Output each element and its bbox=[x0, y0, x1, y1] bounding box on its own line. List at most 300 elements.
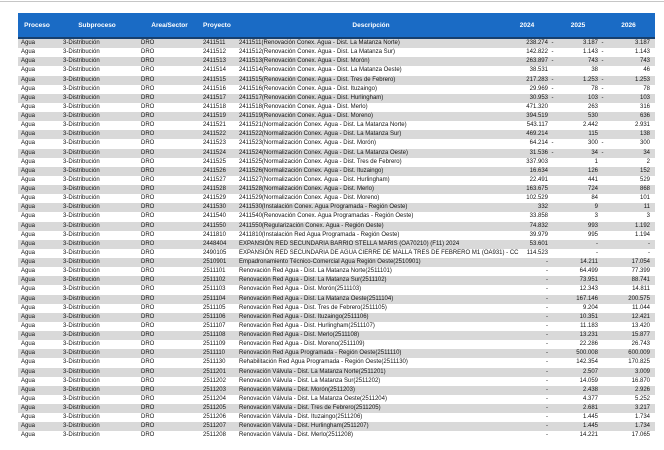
year-value: 26.743 bbox=[631, 341, 650, 348]
cell-proceso: Agua bbox=[21, 94, 36, 101]
year-value: - bbox=[546, 350, 548, 357]
cell-subproceso: 3-Distribución bbox=[63, 405, 100, 412]
cell-subproceso: 3-Distribución bbox=[63, 49, 100, 56]
year-value: - bbox=[546, 295, 548, 302]
cell-y2025 bbox=[557, 404, 607, 413]
year-value: 142.354 bbox=[576, 359, 598, 366]
cell-y2026 bbox=[607, 112, 655, 121]
table-row bbox=[18, 149, 655, 158]
year-value: 263.897 bbox=[526, 58, 548, 65]
cell-y2025 bbox=[557, 176, 607, 185]
year-value: 38.531 bbox=[529, 67, 548, 74]
cell-proyecto: 2411526 bbox=[203, 167, 226, 174]
year-value: 11 bbox=[643, 204, 650, 211]
table-body bbox=[18, 39, 655, 441]
cell-proceso: Agua bbox=[21, 76, 36, 83]
year-value: 115 bbox=[588, 131, 598, 138]
cell-subproceso: 3-Distribución bbox=[63, 122, 100, 129]
cell-area: DRO bbox=[141, 414, 155, 421]
cell-subproceso: 3-Distribución bbox=[63, 368, 100, 375]
year-value: 22.491 bbox=[529, 176, 548, 183]
trailing-minus-sign: - bbox=[601, 149, 604, 156]
cell-y2025 bbox=[557, 112, 607, 121]
cell-descripcion: 2411519(Renovación Conex. Agua - Dist. Moreno) bbox=[239, 113, 373, 120]
cell-proceso: Agua bbox=[21, 295, 36, 302]
cell-subproceso: 3-Distribución bbox=[63, 67, 100, 74]
column-header-proceso: Proceso bbox=[24, 21, 50, 29]
cell-y2026 bbox=[607, 358, 655, 367]
cell-subproceso: 3-Distribución bbox=[63, 277, 100, 284]
cell-proyecto: 2510901 bbox=[203, 259, 227, 266]
cell-y2025 bbox=[557, 48, 607, 57]
cell-proceso: Agua bbox=[21, 414, 36, 421]
cell-area: DRO bbox=[141, 259, 155, 266]
year-value: 4.377 bbox=[582, 395, 598, 402]
table-row bbox=[18, 404, 655, 413]
cell-area: DRO bbox=[141, 85, 155, 92]
cell-subproceso: 3-Distribución bbox=[63, 204, 100, 211]
table-row bbox=[18, 85, 655, 94]
cell-y2026 bbox=[607, 167, 655, 176]
cell-y2025 bbox=[557, 85, 607, 94]
cell-y2025 bbox=[557, 167, 607, 176]
table-row bbox=[18, 176, 655, 185]
table-row bbox=[18, 103, 655, 112]
table-row bbox=[18, 212, 655, 221]
cell-y2025 bbox=[557, 57, 607, 66]
column-header-descripcion: Descripción bbox=[352, 21, 390, 29]
cell-subproceso: 3-Distribución bbox=[63, 40, 100, 47]
year-value: 12.421 bbox=[631, 313, 650, 320]
year-value: 34 bbox=[591, 149, 598, 156]
year-value: 53.601 bbox=[529, 240, 548, 247]
cell-y2025 bbox=[557, 340, 607, 349]
cell-y2025 bbox=[557, 66, 607, 75]
cell-area: DRO bbox=[141, 295, 155, 302]
cell-y2024 bbox=[505, 94, 557, 103]
year-value: 13.231 bbox=[579, 332, 598, 339]
cell-subproceso: 3-Distribución bbox=[63, 195, 100, 202]
cell-proceso: Agua bbox=[21, 322, 36, 329]
cell-proyecto: 2511109 bbox=[203, 341, 226, 348]
cell-area: DRO bbox=[141, 122, 155, 129]
cell-y2025 bbox=[557, 76, 607, 85]
table-row bbox=[18, 94, 655, 103]
cell-y2025 bbox=[557, 94, 607, 103]
cell-area: DRO bbox=[141, 322, 155, 329]
cell-area: DRO bbox=[141, 186, 155, 193]
cell-y2026 bbox=[607, 295, 655, 304]
year-value: 2.926 bbox=[634, 386, 650, 393]
table-row bbox=[18, 222, 655, 231]
year-value: 101 bbox=[639, 195, 650, 202]
year-value: 2.931 bbox=[634, 122, 650, 129]
cell-y2024 bbox=[505, 66, 557, 75]
cell-y2025 bbox=[557, 194, 607, 203]
year-value: 14.059 bbox=[579, 377, 598, 384]
cell-y2025 bbox=[557, 368, 607, 377]
cell-y2024 bbox=[505, 194, 557, 203]
cell-y2025 bbox=[557, 139, 607, 148]
cell-subproceso: 3-Distribución bbox=[63, 350, 100, 357]
year-value: 5.252 bbox=[634, 395, 650, 402]
year-value: 3.217 bbox=[634, 405, 650, 412]
year-value: - bbox=[546, 405, 548, 412]
year-value: - bbox=[596, 249, 598, 256]
cell-subproceso: 3-Distribución bbox=[63, 103, 100, 110]
cell-descripcion: Empadronamiento Técnico-Comercial Agua Región Oeste(2510901) bbox=[239, 259, 421, 266]
year-value: 543.117 bbox=[526, 122, 548, 129]
cell-proceso: Agua bbox=[21, 204, 36, 211]
cell-area: DRO bbox=[141, 49, 155, 56]
year-value: 300 bbox=[639, 140, 650, 147]
cell-area: DRO bbox=[141, 377, 155, 384]
year-value: 337.903 bbox=[526, 158, 548, 165]
year-value: - bbox=[648, 240, 650, 247]
trailing-minus-sign: - bbox=[601, 49, 604, 56]
trailing-minus-sign: - bbox=[551, 49, 554, 56]
cell-y2025 bbox=[557, 358, 607, 367]
cell-proceso: Agua bbox=[21, 341, 36, 348]
cell-descripcion: Renovación Red Agua - Dist. Ituzaingo(2511106) bbox=[239, 313, 369, 320]
cell-subproceso: 3-Distribución bbox=[63, 395, 100, 402]
year-value: 743 bbox=[587, 58, 598, 65]
cell-proceso: Agua bbox=[21, 259, 36, 266]
cell-y2026 bbox=[607, 85, 655, 94]
cell-proyecto: 2511108 bbox=[203, 332, 226, 339]
cell-y2024 bbox=[505, 285, 557, 294]
year-value: 300 bbox=[587, 140, 598, 147]
cell-y2025 bbox=[557, 39, 607, 48]
cell-proyecto: 2411525 bbox=[203, 158, 226, 165]
cell-y2026 bbox=[607, 368, 655, 377]
trailing-minus-sign: - bbox=[551, 149, 554, 156]
cell-y2026 bbox=[607, 340, 655, 349]
cell-y2024 bbox=[505, 368, 557, 377]
year-value: - bbox=[546, 304, 548, 311]
year-value: - bbox=[546, 332, 548, 339]
cell-descripcion: Renovación Red Agua Programada - Región Oeste(2511110) bbox=[239, 350, 402, 357]
cell-subproceso: 3-Distribución bbox=[63, 113, 100, 120]
year-value: 2 bbox=[646, 158, 650, 165]
cell-y2024 bbox=[505, 103, 557, 112]
cell-descripcion: 2411521(Normalización Conex. Agua - Dist. La Matanza Norte) bbox=[239, 122, 407, 129]
year-value: 1.734 bbox=[634, 423, 650, 430]
cell-y2025 bbox=[557, 295, 607, 304]
year-value: - bbox=[546, 341, 548, 348]
cell-y2026 bbox=[607, 185, 655, 194]
year-value: 103 bbox=[587, 94, 598, 101]
cell-proyecto: 2411521 bbox=[203, 122, 226, 129]
cell-proceso: Agua bbox=[21, 85, 36, 92]
cell-descripcion: 2411529(Normalización Conex. Agua - Dist. Moreno) bbox=[239, 195, 380, 202]
cell-y2025 bbox=[557, 413, 607, 422]
cell-proceso: Agua bbox=[21, 131, 36, 138]
table-row bbox=[18, 194, 655, 203]
year-value: 73.951 bbox=[579, 277, 598, 284]
year-value: - bbox=[546, 359, 548, 366]
table-row bbox=[18, 240, 655, 249]
cell-y2024 bbox=[505, 358, 557, 367]
year-value: 529 bbox=[639, 176, 650, 183]
cell-descripcion: 2411517(Renovación Conex. Agua - Dist. Hurlingham) bbox=[239, 94, 384, 101]
cell-y2024 bbox=[505, 139, 557, 148]
cell-descripcion: Renovación Red Agua - Dist. La Matanza Sur(2511102) bbox=[239, 277, 387, 284]
cell-y2024 bbox=[505, 112, 557, 121]
cell-y2024 bbox=[505, 185, 557, 194]
cell-y2025 bbox=[557, 349, 607, 358]
cell-subproceso: 3-Distribución bbox=[63, 213, 100, 220]
year-value: 14.211 bbox=[580, 259, 598, 266]
cell-area: DRO bbox=[141, 103, 155, 110]
cell-y2026 bbox=[607, 194, 655, 203]
year-value: 2.438 bbox=[582, 386, 598, 393]
cell-y2024 bbox=[505, 395, 557, 404]
year-value: 39.979 bbox=[529, 231, 548, 238]
year-value: 46 bbox=[643, 67, 650, 74]
cell-y2024 bbox=[505, 404, 557, 413]
year-value: 9.204 bbox=[582, 304, 598, 311]
cell-proyecto: 2490105 bbox=[203, 249, 227, 256]
column-header-2025: 2025 bbox=[570, 21, 586, 29]
cell-subproceso: 3-Distribución bbox=[63, 268, 100, 275]
table-row bbox=[18, 76, 655, 85]
cell-descripcion: 2411525(Normalización Conex. Agua - Dist. Tres de Febrero) bbox=[239, 158, 402, 165]
cell-descripcion: Renovación Válvula - Dist. La Matanza Sur(2511202) bbox=[239, 377, 381, 384]
cell-y2026 bbox=[607, 422, 655, 431]
cell-descripcion: Renovación Red Agua - Dist. La Matanza Oeste(2511104) bbox=[239, 295, 394, 302]
trailing-minus-sign: - bbox=[601, 58, 604, 65]
cell-proceso: Agua bbox=[21, 432, 36, 439]
cell-descripcion: 2411810(Instalación Red Agua Programada - Región Oeste) bbox=[239, 231, 400, 238]
cell-y2025 bbox=[557, 331, 607, 340]
cell-subproceso: 3-Distribución bbox=[63, 231, 100, 238]
trailing-minus-sign: - bbox=[551, 140, 554, 147]
trailing-minus-sign: - bbox=[601, 40, 604, 47]
cell-area: DRO bbox=[141, 359, 155, 366]
year-value: 3 bbox=[594, 213, 598, 220]
cell-y2026 bbox=[607, 149, 655, 158]
table-header-row bbox=[18, 13, 655, 39]
year-value: 263 bbox=[587, 103, 598, 110]
cell-proyecto: 2411518 bbox=[203, 103, 226, 110]
year-value: 9 bbox=[594, 204, 598, 211]
cell-proyecto: 2411515 bbox=[203, 76, 226, 83]
cell-subproceso: 3-Distribución bbox=[63, 58, 100, 65]
cell-y2024 bbox=[505, 222, 557, 231]
cell-y2026 bbox=[607, 66, 655, 75]
table-row bbox=[18, 285, 655, 294]
trailing-minus-sign: - bbox=[551, 76, 554, 83]
year-value: - bbox=[546, 432, 548, 439]
cell-descripcion: Renovación Válvula - Dist. La Matanza Norte(2511201) bbox=[239, 368, 386, 375]
cell-proceso: Agua bbox=[21, 176, 36, 183]
cell-descripcion: 2411511(Renovación Conex. Agua - Dist. La Matanza Norte) bbox=[239, 40, 400, 47]
cell-proyecto: 2411810 bbox=[203, 231, 226, 238]
cell-proceso: Agua bbox=[21, 240, 36, 247]
cell-proyecto: 2511203 bbox=[203, 386, 226, 393]
cell-y2026 bbox=[607, 322, 655, 331]
cell-descripcion: Renovación Válvula - Dist. Hurlingham(2511207) bbox=[239, 423, 369, 430]
cell-descripcion: 2411524(Normalización Conex. Agua - Dist. La Matanza Oeste) bbox=[239, 149, 408, 156]
cell-subproceso: 3-Distribución bbox=[63, 313, 100, 320]
year-value: 332 bbox=[537, 204, 548, 211]
cell-y2025 bbox=[557, 267, 607, 276]
year-value: 469.214 bbox=[526, 131, 548, 138]
cell-y2026 bbox=[607, 304, 655, 313]
cell-y2024 bbox=[505, 331, 557, 340]
cell-proyecto: 2511106 bbox=[203, 313, 226, 320]
year-value: - bbox=[546, 322, 548, 329]
trailing-minus-sign: - bbox=[601, 85, 604, 92]
year-value: 530 bbox=[587, 113, 598, 120]
trailing-minus-sign: - bbox=[551, 94, 554, 101]
cell-proceso: Agua bbox=[21, 277, 36, 284]
cell-proceso: Agua bbox=[21, 122, 36, 129]
cell-y2025 bbox=[557, 313, 607, 322]
cell-descripcion: 2411513(Renovación Conex. Agua - Dist. Morón) bbox=[239, 58, 370, 65]
cell-proceso: Agua bbox=[21, 167, 36, 174]
cell-area: DRO bbox=[141, 195, 155, 202]
cell-y2025 bbox=[557, 276, 607, 285]
cell-area: DRO bbox=[141, 140, 155, 147]
cell-proceso: Agua bbox=[21, 332, 36, 339]
cell-proceso: Agua bbox=[21, 313, 36, 320]
cell-y2025 bbox=[557, 231, 607, 240]
table-row bbox=[18, 258, 655, 267]
year-value: 1.253 bbox=[634, 76, 650, 83]
cell-y2026 bbox=[607, 130, 655, 139]
year-value: 170.825 bbox=[628, 359, 650, 366]
cell-subproceso: 3-Distribución bbox=[63, 249, 100, 256]
cell-descripcion: 2411516(Renovación Conex. Agua - Dist. Ituzaingo) bbox=[239, 85, 377, 92]
cell-y2025 bbox=[557, 158, 607, 167]
cell-descripcion: 2411514(Renovación Conex. Agua - Dist. La Matanza Oeste) bbox=[239, 67, 402, 74]
cell-subproceso: 3-Distribución bbox=[63, 332, 100, 339]
cell-y2026 bbox=[607, 203, 655, 212]
cell-subproceso: 3-Distribución bbox=[63, 167, 100, 174]
year-value: 163.675 bbox=[526, 186, 548, 193]
cell-proyecto: 2511204 bbox=[203, 395, 226, 402]
cell-descripcion: Renovación Red Agua - Dist. Merlo(2511108) bbox=[239, 332, 360, 339]
cell-proceso: Agua bbox=[21, 213, 36, 220]
cell-proyecto: 2511102 bbox=[203, 277, 226, 284]
cell-proyecto: 2511206 bbox=[203, 414, 226, 421]
table-row bbox=[18, 313, 655, 322]
cell-area: DRO bbox=[141, 222, 155, 229]
trailing-minus-sign: - bbox=[601, 140, 604, 147]
cell-descripcion: Renovación Red Agua - Dist. Hurlingham(2511107) bbox=[239, 322, 375, 329]
table-row bbox=[18, 431, 655, 440]
cell-area: DRO bbox=[141, 131, 155, 138]
cell-subproceso: 3-Distribución bbox=[63, 295, 100, 302]
cell-subproceso: 3-Distribución bbox=[63, 140, 100, 147]
year-value: 33.858 bbox=[529, 213, 548, 220]
column-header-subproceso: Subproceso bbox=[78, 21, 116, 29]
cell-y2025 bbox=[557, 422, 607, 431]
trailing-minus-sign: - bbox=[601, 94, 604, 101]
cell-area: DRO bbox=[141, 94, 155, 101]
cell-proceso: Agua bbox=[21, 249, 36, 256]
year-value: 13.420 bbox=[631, 322, 650, 329]
cell-descripcion: Renovación Válvula - Dist. Tres de Febrero(2511205) bbox=[239, 405, 381, 412]
cell-proceso: Agua bbox=[21, 377, 36, 384]
table-row bbox=[18, 48, 655, 57]
year-value: 868 bbox=[639, 186, 650, 193]
cell-y2024 bbox=[505, 377, 557, 386]
year-value: 724 bbox=[587, 186, 598, 193]
cell-subproceso: 3-Distribución bbox=[63, 240, 100, 247]
cell-y2026 bbox=[607, 94, 655, 103]
year-value: 10.351 bbox=[579, 313, 598, 320]
year-value: 1.194 bbox=[634, 231, 650, 238]
table-row bbox=[18, 231, 655, 240]
cell-subproceso: 3-Distribución bbox=[63, 158, 100, 165]
table-row bbox=[18, 276, 655, 285]
cell-y2025 bbox=[557, 121, 607, 130]
cell-y2025 bbox=[557, 395, 607, 404]
cell-proyecto: 2511207 bbox=[203, 423, 226, 430]
table-row bbox=[18, 185, 655, 194]
year-value: 11.183 bbox=[580, 322, 598, 329]
year-value: 30.953 bbox=[529, 94, 548, 101]
table-row bbox=[18, 66, 655, 75]
cell-subproceso: 3-Distribución bbox=[63, 85, 100, 92]
year-value: 114.523 bbox=[526, 249, 548, 256]
cell-y2025 bbox=[557, 258, 607, 267]
year-value: 1.143 bbox=[634, 49, 650, 56]
top-divider-rule bbox=[0, 1, 664, 2]
cell-y2024 bbox=[505, 340, 557, 349]
cell-descripcion: Rehabilitación Red Agua Programada - Región Oeste(2511130) bbox=[239, 359, 408, 366]
cell-proceso: Agua bbox=[21, 423, 36, 430]
cell-y2024 bbox=[505, 304, 557, 313]
cell-descripcion: 2411540(Renovación Conex. Agua Programadas - Región Oeste) bbox=[239, 213, 414, 220]
cell-descripcion: 2411515(Renovación Conex. Agua - Dist. Tres de Febrero) bbox=[239, 76, 396, 83]
column-header-2024: 2024 bbox=[519, 21, 535, 29]
year-value: 200.575 bbox=[628, 295, 650, 302]
cell-y2024 bbox=[505, 249, 557, 258]
table-row bbox=[18, 295, 655, 304]
cell-y2026 bbox=[607, 158, 655, 167]
year-value: 14.811 bbox=[632, 286, 650, 293]
cell-area: DRO bbox=[141, 395, 155, 402]
cell-y2025 bbox=[557, 149, 607, 158]
cell-proyecto: 2411527 bbox=[203, 176, 226, 183]
year-value: 17.054 bbox=[631, 259, 650, 266]
cell-y2026 bbox=[607, 176, 655, 185]
year-value: 88.741 bbox=[631, 277, 650, 284]
cell-proceso: Agua bbox=[21, 67, 36, 74]
cell-descripcion: Renovación Válvula - Dist. La Matanza Oeste(2511204) bbox=[239, 395, 387, 402]
cell-area: DRO bbox=[141, 58, 155, 65]
cell-descripcion: 2411526(Normalización Conex. Agua - Dist. Ituzaingo) bbox=[239, 167, 384, 174]
cell-proyecto: 2511107 bbox=[203, 322, 226, 329]
table-row bbox=[18, 413, 655, 422]
year-value: - bbox=[648, 249, 650, 256]
cell-proceso: Agua bbox=[21, 350, 36, 357]
cell-area: DRO bbox=[141, 341, 155, 348]
cell-y2024 bbox=[505, 39, 557, 48]
cell-y2025 bbox=[557, 304, 607, 313]
year-value: 14.221 bbox=[579, 432, 598, 439]
cell-subproceso: 3-Distribución bbox=[63, 432, 100, 439]
cell-y2026 bbox=[607, 39, 655, 48]
cell-proyecto: 2411529 bbox=[203, 195, 226, 202]
year-value: 1.445 bbox=[582, 423, 598, 430]
cell-proyecto: 2411522 bbox=[203, 131, 226, 138]
year-value: 126 bbox=[587, 167, 598, 174]
